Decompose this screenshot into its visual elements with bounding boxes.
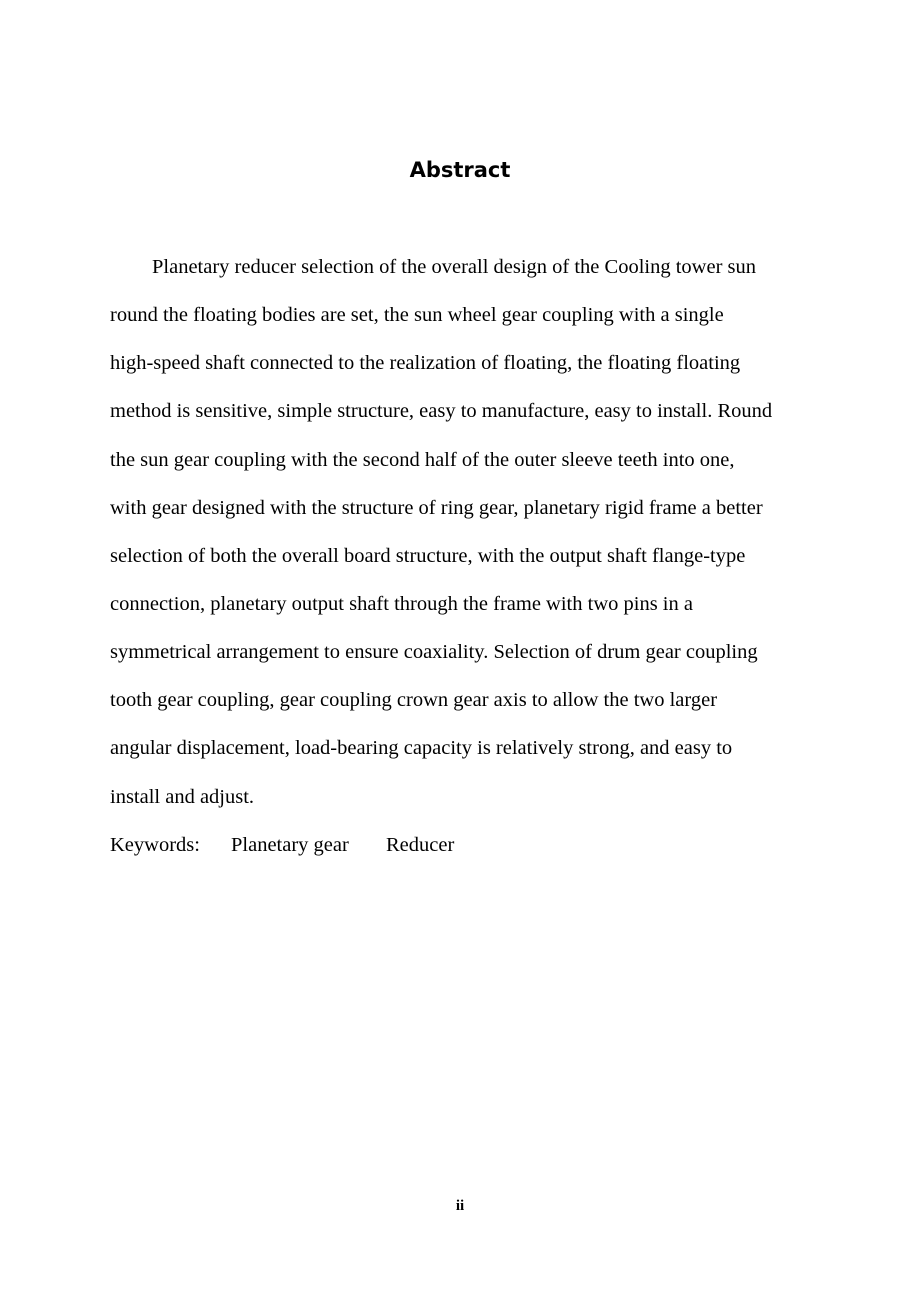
body-line: selection of both the overall board structure, with the output shaft flange-type	[110, 545, 746, 567]
page-number: ii	[455, 1198, 465, 1214]
body-line: connection, planetary output shaft through the frame with two pins in a	[110, 593, 693, 615]
body-line: round the floating bodies are set, the sun wheel gear coupling with a single	[110, 304, 724, 326]
keywords-label: Keywords:	[110, 834, 200, 856]
body-line: Planetary reducer selection of the overall design of the Cooling tower sun	[152, 256, 756, 278]
body-line: symmetrical arrangement to ensure coaxiality. Selection of drum gear coupling	[110, 641, 758, 663]
body-line: method is sensitive, simple structure, easy to manufacture, easy to install. Round	[110, 400, 773, 422]
abstract-heading: Abstract	[409, 158, 511, 182]
body-line: tooth gear coupling, gear coupling crown gear axis to allow the two larger	[110, 689, 718, 711]
body-line: the sun gear coupling with the second half of the outer sleeve teeth into one,	[110, 449, 735, 471]
keywords-row	[110, 831, 454, 859]
body-line: high-speed shaft connected to the realization of floating, the floating floating	[110, 352, 741, 374]
keyword-item: Planetary gear	[231, 834, 349, 856]
body-line: install and adjust.	[110, 786, 255, 808]
body-line: with gear designed with the structure of ring gear, planetary rigid frame a better	[110, 497, 763, 519]
keyword-item: Reducer	[386, 834, 455, 856]
body-line: angular displacement, load-bearing capacity is relatively strong, and easy to	[110, 737, 733, 759]
